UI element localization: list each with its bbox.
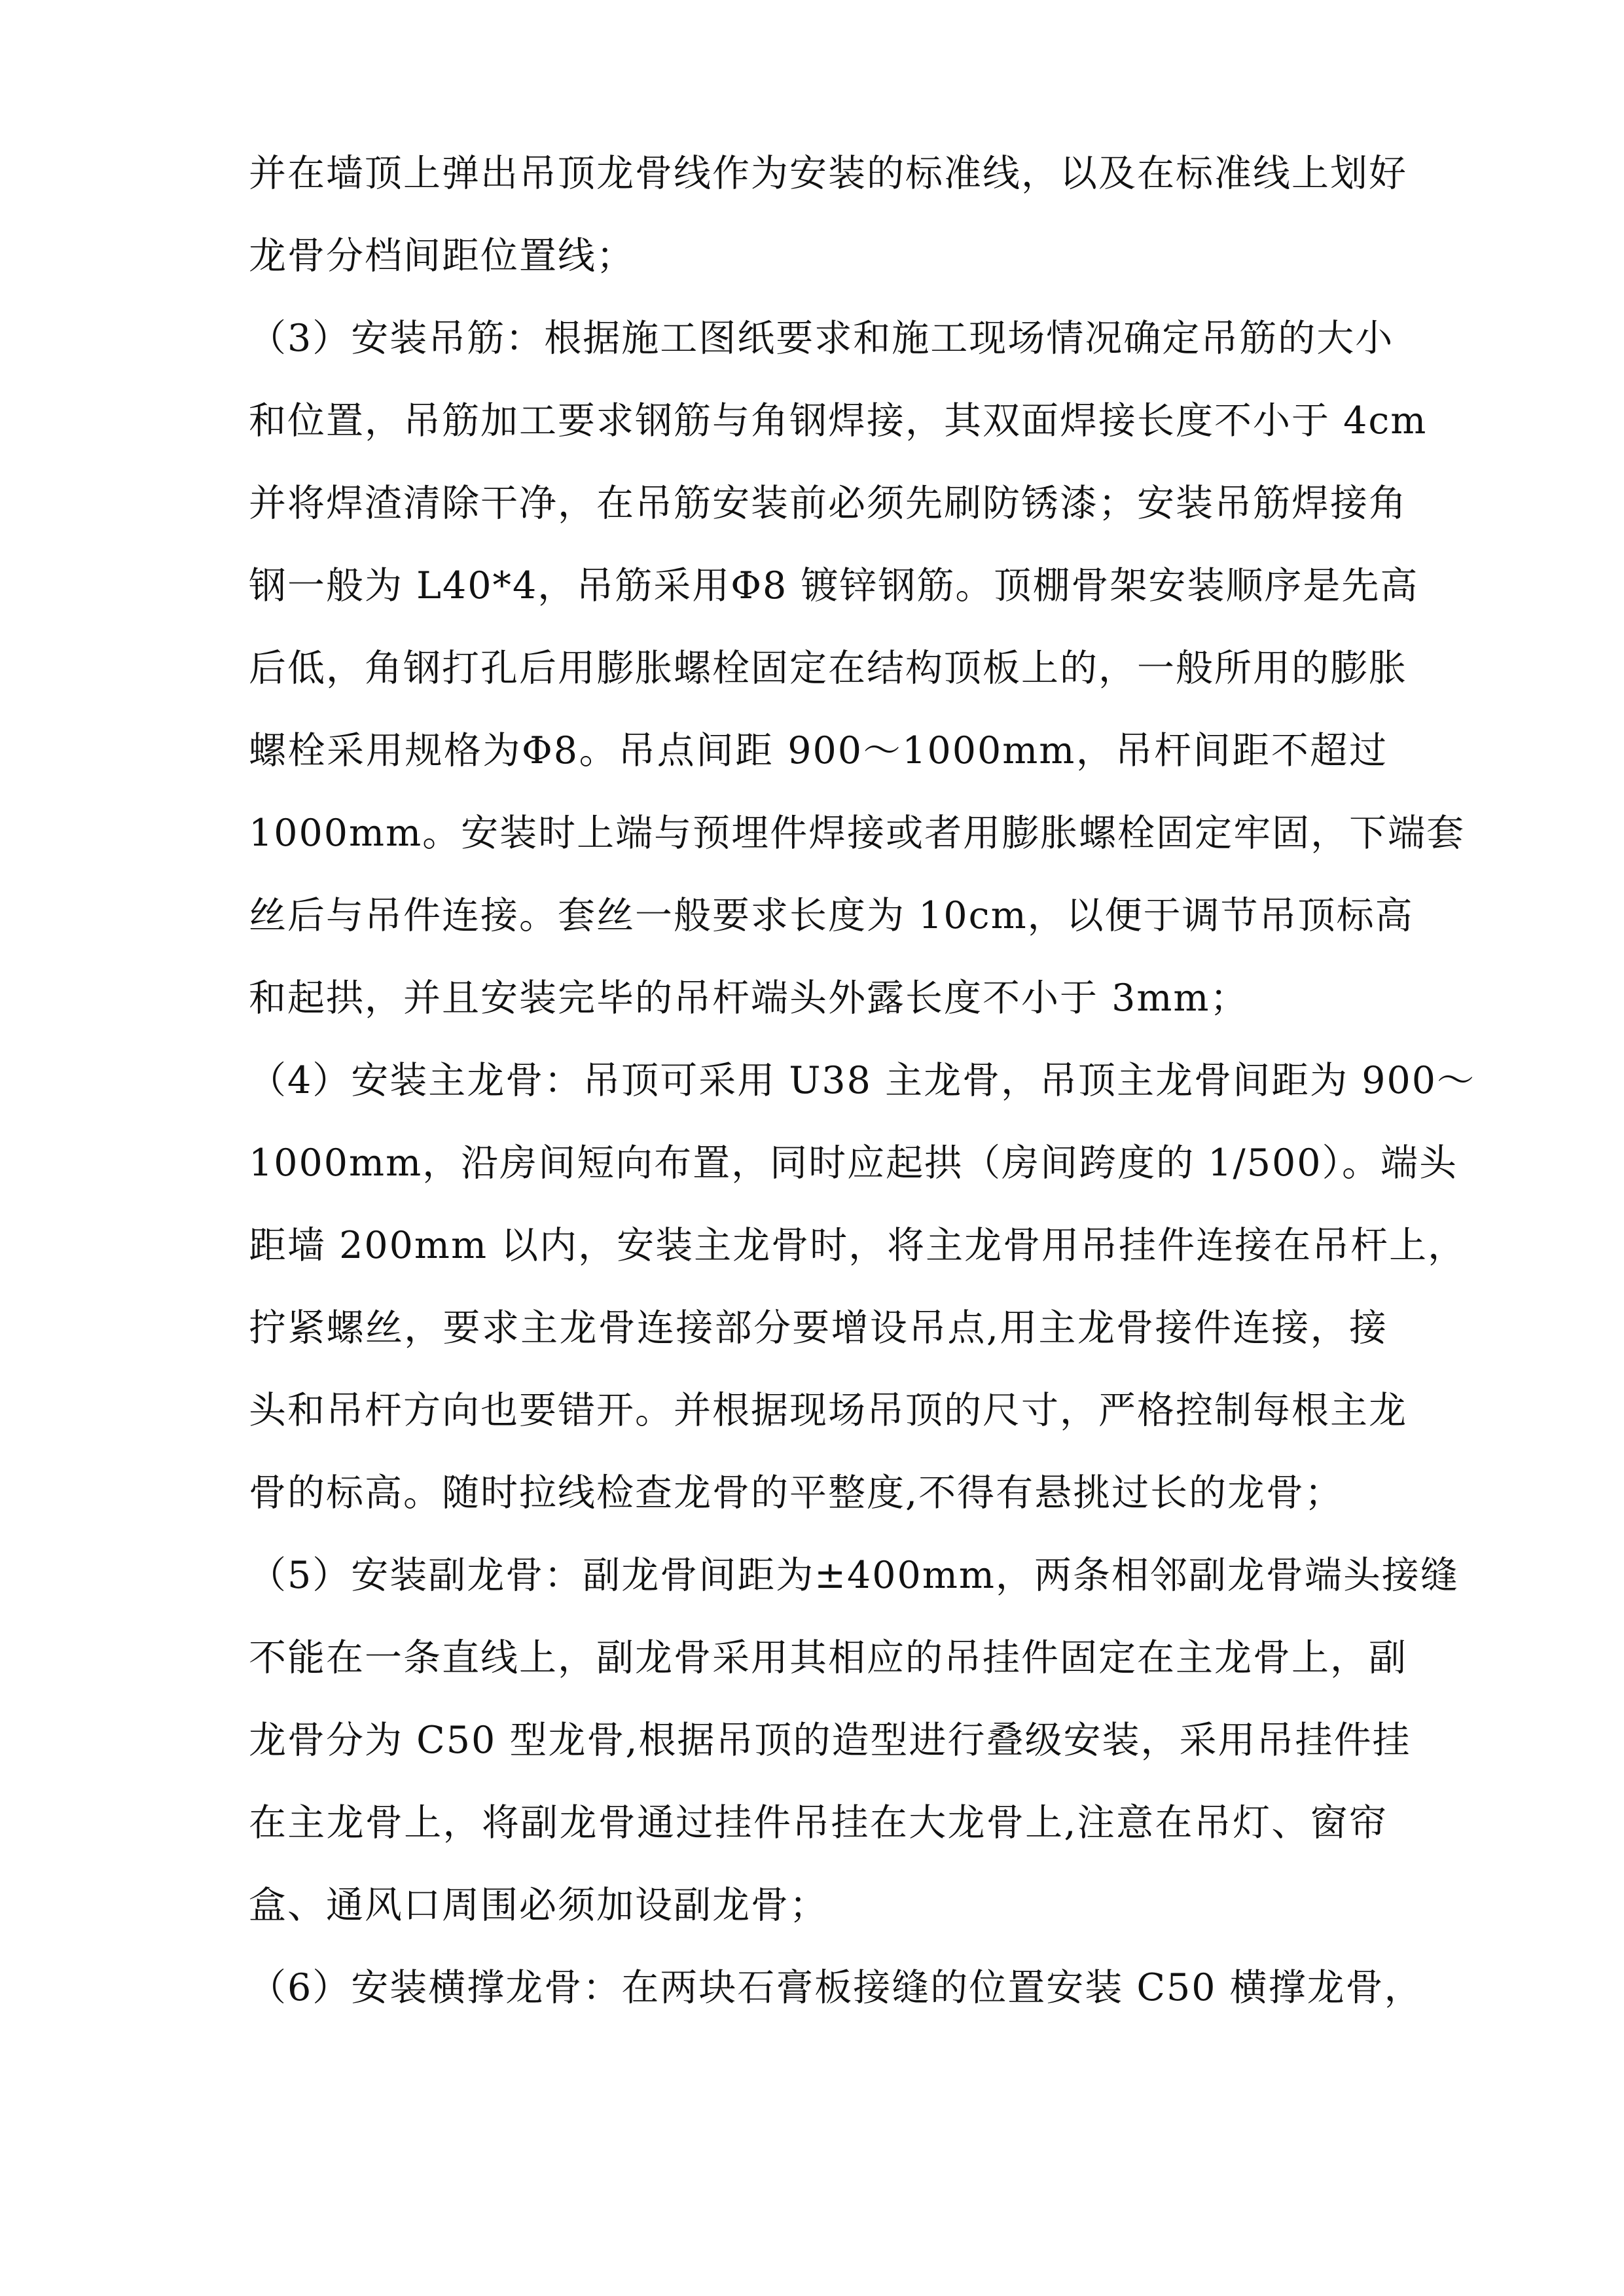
text-line: 距墙 200mm 以内，安装主龙骨时，将主龙骨用吊挂件连接在吊杆上， [249, 1224, 1467, 1267]
text-line: 盒、通风口周围必须加设副龙骨； [249, 1884, 828, 1927]
text-line: 拧紧螺丝，要求主龙骨连接部分要增设吊点,用主龙骨接件连接，接 [249, 1306, 1388, 1350]
text-line: 并将焊渣清除干净，在吊筋安装前必须先刷防锈漆；安装吊筋焊接角 [249, 482, 1407, 525]
text-line: 龙骨分档间距位置线； [249, 234, 635, 278]
text-line: （4）安装主龙骨：吊顶可采用 U38 主龙骨，吊顶主龙骨间距为 900～ [249, 1059, 1475, 1102]
body-text [249, 132, 1475, 2029]
text-line: （3）安装吊筋：根据施工图纸要求和施工现场情况确定吊筋的大小 [249, 317, 1394, 360]
text-line: 丝后与吊件连接。套丝一般要求长度为 10cm，以便于调节吊顶标高 [249, 894, 1414, 937]
text-line: 并在墙顶上弹出吊顶龙骨线作为安装的标准线，以及在标准线上划好 [249, 152, 1407, 195]
text-line: 和起拱，并且安装完毕的吊杆端头外露长度不小于 3mm； [249, 977, 1249, 1020]
text-line: （5）安装副龙骨：副龙骨间距为±400mm，两条相邻副龙骨端头接缝 [249, 1554, 1459, 1597]
text-line: 头和吊杆方向也要错开。并根据现场吊顶的尺寸，严格控制每根主龙 [249, 1389, 1407, 1432]
text-line: （6）安装横撑龙骨：在两块石膏板接缝的位置安装 C50 横撑龙骨， [249, 1966, 1423, 2009]
text-line: 骨的标高。随时拉线检查龙骨的平整度,不得有悬挑过长的龙骨； [249, 1471, 1344, 1515]
text-line: 和位置，吊筋加工要求钢筋与角钢焊接，其双面焊接长度不小于 4cm [249, 399, 1428, 442]
text-line: 1000mm。安装时上端与预埋件焊接或者用膨胀螺栓固定牢固，下端套 [249, 812, 1466, 855]
text-line: 螺栓采用规格为Φ8。吊点间距 900～1000mm，吊杆间距不超过 [249, 729, 1388, 772]
text-line: 1000mm，沿房间短向布置，同时应起拱（房间跨度的 1/500）。端头 [249, 1141, 1458, 1185]
text-line: 在主龙骨上，将副龙骨通过挂件吊挂在大龙骨上,注意在吊灯、窗帘 [249, 1801, 1388, 1844]
text-line: 钢一般为 L40*4，吊筋采用Φ8 镀锌钢筋。顶棚骨架安装顺序是先高 [249, 564, 1419, 607]
text-line: 龙骨分为 C50 型龙骨,根据吊顶的造型进行叠级安装，采用吊挂件挂 [249, 1719, 1411, 1762]
text-line: 后低，角钢打孔后用膨胀螺栓固定在结构顶板上的，一般所用的膨胀 [249, 647, 1407, 690]
text-line: 不能在一条直线上，副龙骨采用其相应的吊挂件固定在主龙骨上，副 [249, 1636, 1407, 1679]
